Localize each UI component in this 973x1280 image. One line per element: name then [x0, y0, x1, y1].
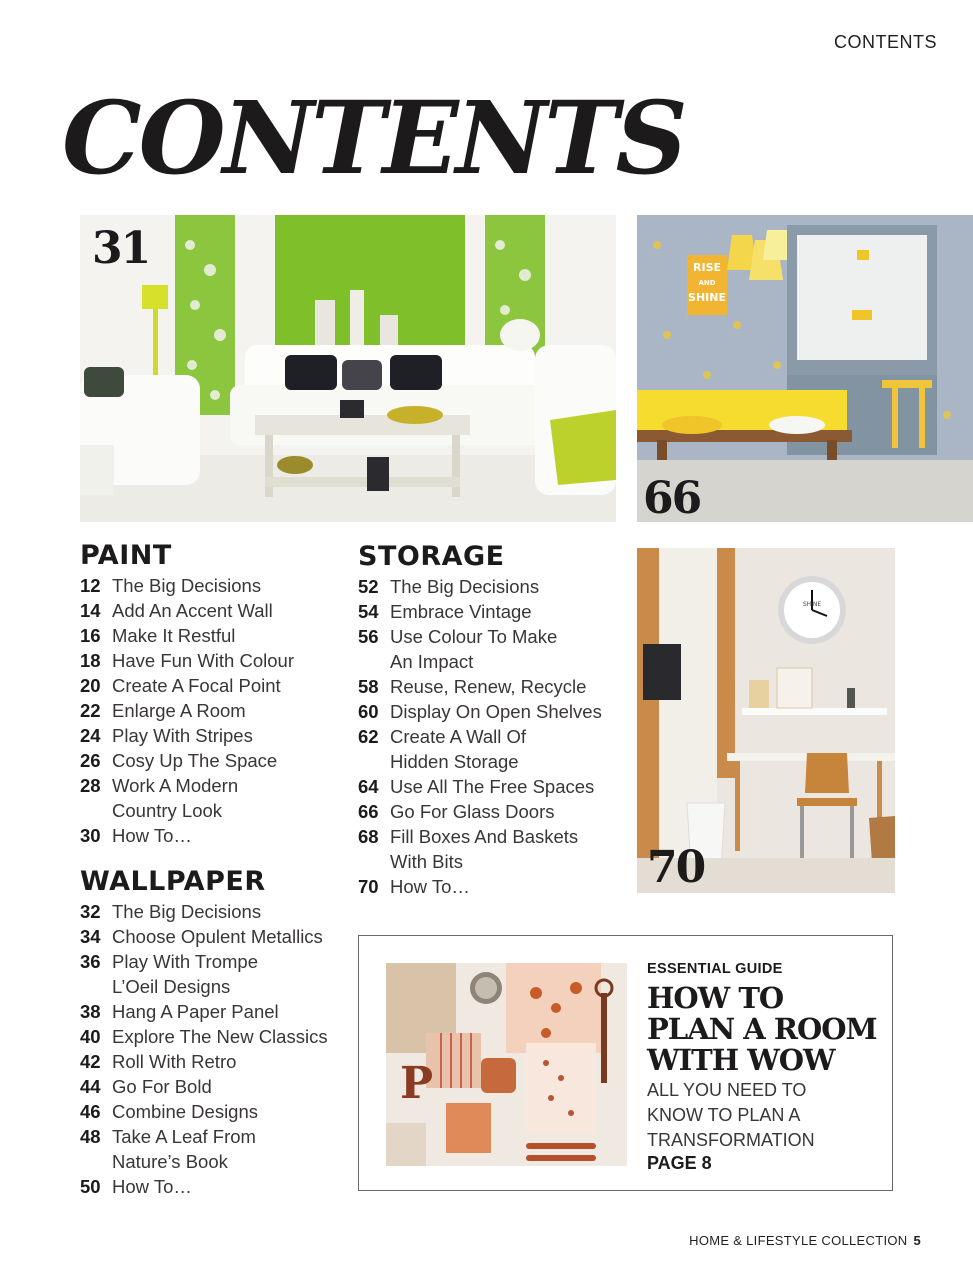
paint-list — [80, 573, 350, 848]
toc-item[interactable] — [80, 1124, 350, 1174]
page-number: 5 — [913, 1233, 921, 1248]
toc-item[interactable] — [80, 1074, 350, 1099]
toc-page-number: 60 — [358, 701, 379, 722]
toc-title: Enlarge A Room — [112, 700, 246, 721]
mood-board-letter-p: P — [400, 1058, 434, 1109]
toc-page-number: 52 — [358, 576, 379, 597]
toc-item[interactable] — [80, 949, 350, 999]
guide-title-line: WITH WOW — [647, 1043, 835, 1077]
toc-title: The Big Decisions — [112, 575, 262, 596]
toc-title: Combine Designs — [112, 1101, 259, 1122]
essential-guide-box[interactable] — [358, 935, 893, 1191]
toc-title-line: Play With Trompe — [112, 951, 258, 972]
guide-subtitle — [647, 1078, 887, 1153]
sign-and-text: AND — [698, 279, 716, 287]
toc-item[interactable] — [358, 799, 623, 824]
guide-text — [647, 961, 887, 1174]
toc-title-line: Fill Boxes And Baskets — [390, 826, 579, 847]
toc-title — [112, 773, 350, 823]
toc-page-number: 26 — [80, 750, 101, 771]
toc-page-number: 16 — [80, 625, 101, 646]
toc-title-line: Create A Wall Of — [390, 726, 527, 747]
toc-item[interactable] — [80, 823, 350, 848]
toc-item[interactable] — [80, 573, 350, 598]
toc-title: The Big Decisions — [390, 576, 540, 597]
toc-page-number: 30 — [80, 825, 101, 846]
toc-page-number: 56 — [358, 626, 379, 647]
mood-board-photo — [386, 963, 627, 1166]
living-room-illustration — [80, 215, 616, 522]
toc-title — [112, 1124, 350, 1174]
rise-and-shine-sign — [685, 255, 729, 317]
toc-title: Choose Opulent Metallics — [112, 926, 323, 947]
living-room-page-number: 31 — [92, 223, 150, 274]
dining-room-page-number: 66 — [643, 473, 701, 522]
toc-title-line: Use Colour To Make — [390, 626, 558, 647]
toc-title-line: With Bits — [390, 851, 463, 872]
toc-page-number: 66 — [358, 801, 379, 822]
toc-title: Go For Bold — [112, 1076, 212, 1097]
toc-page-number: 24 — [80, 725, 101, 746]
running-head: CONTENTS — [834, 32, 937, 52]
toc-page-number: 36 — [80, 951, 101, 972]
section-heading-wallpaper: WALLPAPER — [80, 866, 266, 897]
office-photo — [637, 548, 895, 893]
toc-item[interactable] — [80, 698, 350, 723]
toc-title — [390, 824, 623, 874]
toc-title-line: Hidden Storage — [390, 751, 519, 772]
toc-title: How To… — [112, 1176, 192, 1197]
toc-title-line: Country Look — [112, 800, 223, 821]
toc-item[interactable] — [80, 1174, 350, 1199]
toc-page-number: 68 — [358, 826, 379, 847]
guide-title-line: PLAN A ROOM — [647, 1012, 877, 1046]
toc-title: Roll With Retro — [112, 1051, 237, 1072]
toc-page-number: 50 — [80, 1176, 101, 1197]
publication-name: HOME & LIFESTYLE COLLECTION — [689, 1233, 908, 1248]
toc-item[interactable] — [358, 724, 623, 774]
sign-shine-text: SHINE — [688, 291, 726, 304]
guide-title — [647, 983, 887, 1076]
toc-item[interactable] — [80, 999, 350, 1024]
toc-item[interactable] — [80, 623, 350, 648]
toc-page-number: 28 — [80, 775, 101, 796]
toc-item[interactable] — [80, 924, 350, 949]
toc-title: Reuse, Renew, Recycle — [390, 676, 587, 697]
toc-page-number: 42 — [80, 1051, 101, 1072]
page-title: CONTENTS — [62, 79, 685, 197]
toc-title: How To… — [390, 876, 470, 897]
toc-title — [112, 949, 350, 999]
section-heading-paint: PAINT — [80, 540, 172, 571]
toc-title: Display On Open Shelves — [390, 701, 602, 722]
toc-item[interactable] — [358, 774, 623, 799]
guide-title-line: HOW TO — [647, 981, 784, 1015]
toc-title-line: L’Oeil Designs — [112, 976, 231, 997]
toc-title-line: Nature’s Book — [112, 1151, 228, 1172]
office-page-number: 70 — [647, 842, 705, 893]
toc-item[interactable] — [358, 674, 623, 699]
toc-item[interactable] — [80, 1049, 350, 1074]
toc-item[interactable] — [358, 574, 623, 599]
toc-title: Hang A Paper Panel — [112, 1001, 279, 1022]
guide-subtitle-line: KNOW TO PLAN A — [647, 1105, 801, 1125]
guide-page-reference[interactable]: PAGE 8 — [647, 1153, 712, 1173]
toc-item[interactable] — [358, 824, 623, 874]
toc-title: Go For Glass Doors — [390, 801, 555, 822]
section-heading-storage: STORAGE — [358, 541, 505, 572]
page-footer — [689, 1233, 921, 1248]
toc-page-number: 58 — [358, 676, 379, 697]
toc-title: How To… — [112, 825, 192, 846]
sign-rise-text: RISE — [693, 261, 721, 274]
toc-item[interactable] — [358, 874, 623, 899]
toc-title: Add An Accent Wall — [112, 600, 273, 621]
toc-title-line: Take A Leaf From — [112, 1126, 256, 1147]
section-storage — [358, 541, 623, 899]
clock-brand-label — [792, 596, 832, 610]
toc-title: Cosy Up The Space — [112, 750, 278, 771]
toc-page-number: 40 — [80, 1026, 101, 1047]
toc-item[interactable] — [358, 624, 623, 674]
toc-item[interactable] — [80, 773, 350, 823]
toc-page-number: 18 — [80, 650, 101, 671]
toc-item[interactable] — [80, 899, 350, 924]
toc-page-number: 48 — [80, 1126, 101, 1147]
guide-subtitle-line: ALL YOU NEED TO — [647, 1080, 807, 1100]
toc-item[interactable] — [80, 748, 350, 773]
toc-item[interactable] — [80, 1024, 350, 1049]
section-paint — [80, 540, 350, 848]
dining-room-photo — [637, 215, 973, 522]
toc-item[interactable] — [80, 648, 350, 673]
toc-page-number: 22 — [80, 700, 101, 721]
toc-item[interactable] — [358, 699, 623, 724]
toc-page-number: 14 — [80, 600, 101, 621]
toc-item[interactable] — [80, 723, 350, 748]
toc-item[interactable] — [80, 598, 350, 623]
toc-title — [390, 624, 623, 674]
toc-page-number: 64 — [358, 776, 379, 797]
toc-page-number: 38 — [80, 1001, 101, 1022]
toc-title: Create A Focal Point — [112, 675, 281, 696]
toc-item[interactable] — [80, 673, 350, 698]
toc-page-number: 46 — [80, 1101, 101, 1122]
toc-page-number: 44 — [80, 1076, 101, 1097]
toc-title: The Big Decisions — [112, 901, 262, 922]
guide-subtitle-line: TRANSFORMATION — [647, 1130, 815, 1150]
toc-page-number: 20 — [80, 675, 101, 696]
guide-kicker: ESSENTIAL GUIDE — [647, 961, 783, 977]
toc-page-number: 54 — [358, 601, 379, 622]
toc-title-line: An Impact — [390, 651, 474, 672]
section-wallpaper — [80, 866, 350, 1199]
toc-title: Explore The New Classics — [112, 1026, 328, 1047]
toc-item[interactable] — [358, 599, 623, 624]
living-room-photo — [80, 215, 616, 522]
toc-title: Make It Restful — [112, 625, 236, 646]
toc-title-line: Work A Modern — [112, 775, 239, 796]
wallpaper-list — [80, 899, 350, 1199]
toc-page-number: 62 — [358, 726, 379, 747]
toc-item[interactable] — [80, 1099, 350, 1124]
toc-page-number: 32 — [80, 901, 101, 922]
toc-page-number: 70 — [358, 876, 379, 897]
clock-brand-text: SHINE — [802, 601, 822, 608]
toc-title: Embrace Vintage — [390, 601, 532, 622]
toc-page-number: 12 — [80, 575, 101, 596]
toc-title: Play With Stripes — [112, 725, 253, 746]
toc-title — [390, 724, 623, 774]
toc-page-number: 34 — [80, 926, 101, 947]
toc-title: Use All The Free Spaces — [390, 776, 595, 797]
storage-list — [358, 574, 623, 899]
toc-title: Have Fun With Colour — [112, 650, 294, 671]
